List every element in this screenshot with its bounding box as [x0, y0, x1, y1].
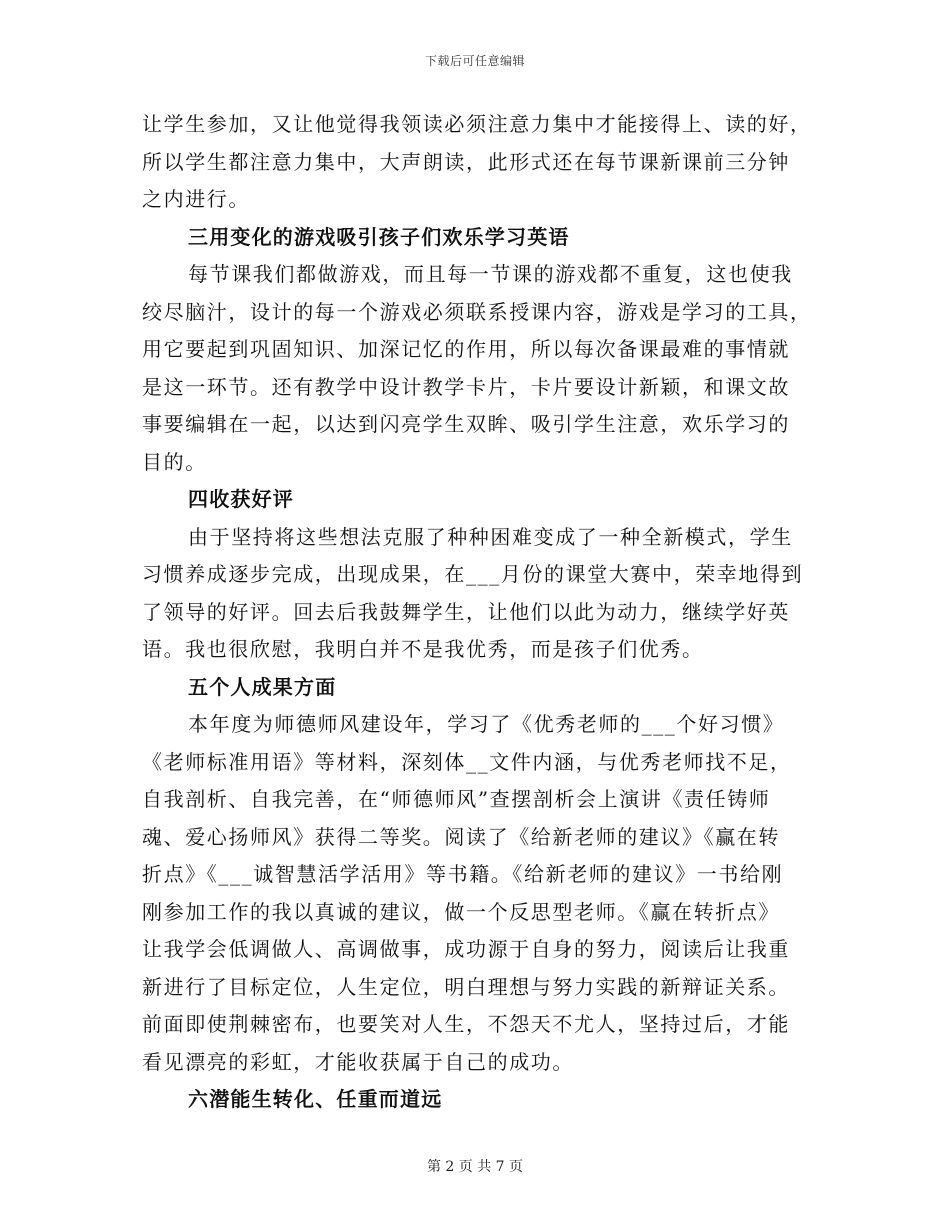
- body-line: 语。我也很欣慰，我明白并不是我优秀，而是孩子们优秀。: [142, 637, 704, 661]
- body-line: 目的。: [142, 449, 207, 474]
- body-line: 自我剖析、自我完善，在“师德师风”查摆剖析会上演讲《责任铸师: [142, 787, 771, 811]
- body-line: 刚参加工作的我以真诚的建议，做一个反思型老师。《赢在转折点》: [142, 899, 780, 924]
- page-footer: 第 2 页 共 7 页: [426, 1159, 524, 1175]
- page-header: 下载后可任意编辑: [424, 54, 525, 68]
- body-line: 了领导的好评。回去后我鼓舞学生，让他们以此为动力，继续学好英: [142, 599, 790, 624]
- body-line: 本年度为师德师风建设年，学习了《优秀老师的___个好习惯》: [188, 712, 785, 736]
- body-line: 所以学生都注意力集中，大声朗读，此形式还在每节课新课前三分钟: [142, 149, 790, 174]
- body-line: 用它要起到巩固知识、加深记忆的作用，所以每次备课最难的事情就: [142, 337, 790, 361]
- body-line: 前面即使荆棘密布，也要笑对人生，不怨天不尤人，坚持过后，才能: [142, 1012, 790, 1036]
- body-line: 事要编辑在一起，以达到闪亮学生双眸、吸引学生注意，欢乐学习的: [142, 412, 790, 436]
- document-body: [142, 106, 812, 1119]
- body-line: 《老师标准用语》等材料，深刻体__文件内涵，与优秀老师找不足，: [142, 749, 792, 774]
- section-heading: 五个人成果方面: [188, 674, 337, 699]
- body-line: 折点》《___诚智慧活学活用》等书籍。《给新老师的建议》一书给刚: [142, 862, 784, 886]
- body-line: 让学生参加，又让他觉得我领读必须注意力集中才能接得上、读的好，: [142, 112, 812, 136]
- body-line: 让我学会低调做人、高调做事，成功源于自身的努力，阅读后让我重: [142, 937, 790, 961]
- body-line: 是这一环节。还有教学中设计教学卡片，卡片要设计新颖，和课文故: [142, 374, 790, 399]
- body-line: 看见漂亮的彩虹，才能收获属于自己的成功。: [142, 1049, 574, 1074]
- body-line: 由于坚持将这些想法克服了种种困难变成了一种全新模式，学生: [188, 524, 793, 549]
- body-line: 魂、爱心扬师风》获得二等奖。阅读了《给新老师的建议》《赢在转: [142, 824, 780, 849]
- body-line: 习惯养成逐步完成，出现成果，在___月份的课堂大赛中，荣幸地得到: [142, 562, 804, 586]
- section-heading: 四收获好评: [188, 487, 294, 511]
- body-line: 每节课我们都做游戏，而且每一节课的游戏都不重复，这也使我: [188, 262, 793, 286]
- body-line: 之内进行。: [142, 187, 250, 211]
- section-heading: 三用变化的游戏吸引孩子们欢乐学习英语: [188, 224, 570, 249]
- body-line: 绞尽脑汁，设计的每一个游戏必须联系授课内容，游戏是学习的工具，: [142, 299, 812, 324]
- section-heading: 六潜能生转化、任重而道远: [188, 1087, 443, 1111]
- body-line: 新进行了目标定位，人生定位，明白理想与努力实践的新辩证关系。: [142, 974, 790, 999]
